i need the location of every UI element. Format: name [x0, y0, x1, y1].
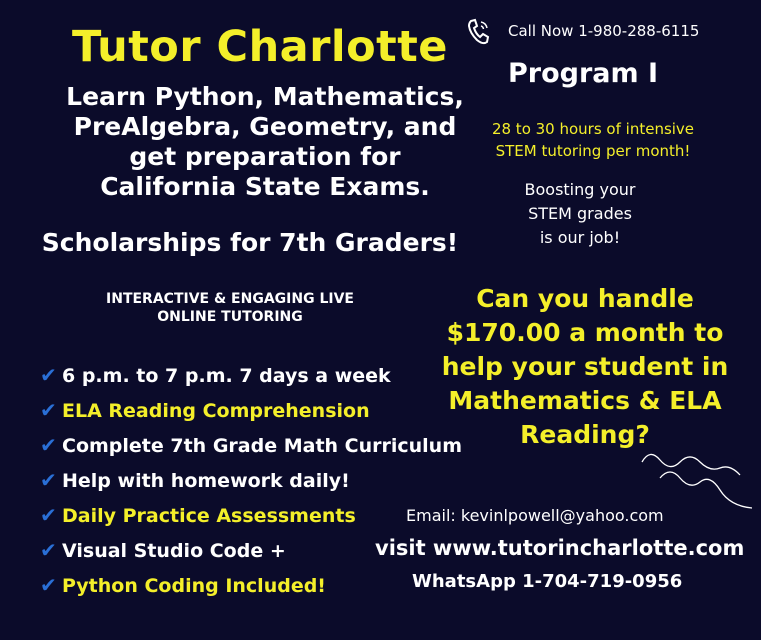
subtitle-line: California State Exams. — [100, 172, 430, 201]
question-line: Reading? — [520, 420, 650, 449]
boost-line: STEM grades — [528, 204, 632, 223]
check-icon: ✔ — [40, 468, 57, 492]
feature-item — [40, 463, 500, 498]
email-text: Email: kevinlpowell@yahoo.com — [406, 506, 664, 525]
question-line: Can you handle — [476, 284, 694, 313]
feature-text: Visual Studio Code + — [62, 540, 286, 562]
question-line: Mathematics & ELA — [448, 386, 722, 415]
feature-text: 6 p.m. to 7 p.m. 7 days a week — [62, 365, 391, 387]
program-heading: Program I — [508, 58, 659, 89]
scholarships-heading: Scholarships for 7th Graders! — [41, 228, 459, 257]
feature-text: Python Coding Included! — [62, 575, 326, 597]
interactive-tutoring-label — [60, 290, 400, 326]
price-question — [430, 282, 740, 452]
check-icon: ✔ — [40, 363, 57, 387]
boost-text — [500, 178, 660, 250]
check-icon: ✔ — [40, 503, 57, 527]
subtitle-line: Learn Python, Mathematics, — [66, 82, 464, 111]
question-line: help your student in — [441, 352, 729, 381]
check-icon: ✔ — [40, 398, 57, 422]
subtitle — [20, 82, 510, 202]
call-now-text: Call Now 1-980-288-6115 — [508, 22, 700, 40]
boost-line: Boosting your — [524, 180, 636, 199]
boost-line: is our job! — [539, 228, 621, 247]
website-text: visit www.tutorincharlotte.com — [375, 536, 745, 560]
check-icon: ✔ — [40, 538, 57, 562]
feature-text: Complete 7th Grade Math Curriculum — [62, 435, 463, 457]
intensive-tutoring-text — [458, 118, 728, 162]
interactive-line: INTERACTIVE & ENGAGING LIVE — [106, 291, 354, 307]
check-icon: ✔ — [40, 573, 57, 597]
page-title: Tutor Charlotte — [72, 22, 448, 72]
feature-text: Daily Practice Assessments — [62, 505, 356, 527]
check-icon: ✔ — [40, 433, 57, 457]
phone-icon — [466, 18, 490, 46]
feature-text: ELA Reading Comprehension — [62, 400, 370, 422]
intensive-line: 28 to 30 hours of intensive — [491, 120, 695, 138]
intensive-line: STEM tutoring per month! — [495, 142, 691, 160]
question-line: $170.00 a month to — [446, 318, 724, 347]
subtitle-line: PreAlgebra, Geometry, and — [73, 112, 457, 141]
feature-text: Help with homework daily! — [62, 470, 350, 492]
subtitle-line: get preparation for — [129, 142, 401, 171]
interactive-line: ONLINE TUTORING — [157, 309, 303, 325]
whatsapp-text: WhatsApp 1-704-719-0956 — [412, 571, 683, 592]
